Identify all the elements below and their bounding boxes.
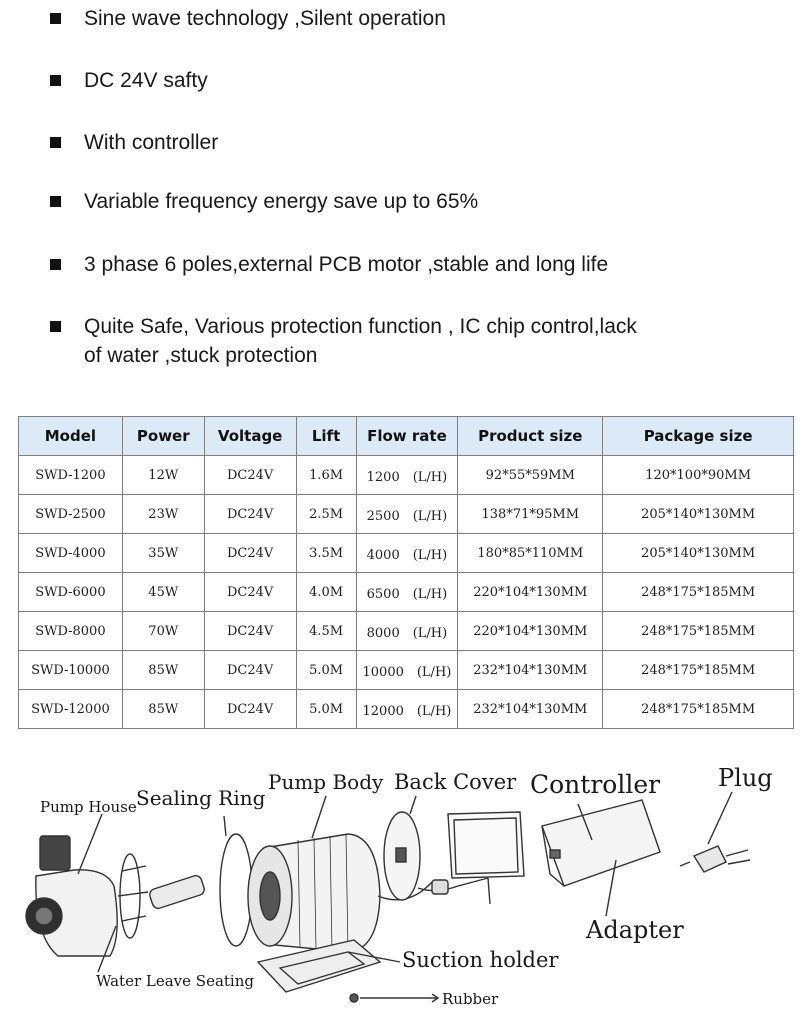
table-cell: 248*175*185MM xyxy=(603,612,794,651)
feature-text: Sine wave technology ,Silent operation xyxy=(84,7,446,30)
table-cell: 85W xyxy=(122,690,204,729)
bullet-square-icon xyxy=(50,259,61,270)
table-cell: 2.5M xyxy=(296,495,356,534)
column-header: Flow rate xyxy=(356,417,458,456)
table-cell: 1200 (L/H) xyxy=(356,456,458,495)
label-water-leave-seating: Water Leave Seating xyxy=(96,972,254,990)
table-cell: 3.5M xyxy=(296,534,356,573)
table-cell: DC24V xyxy=(204,573,296,612)
bullet-square-icon xyxy=(50,13,61,24)
table-cell: DC24V xyxy=(204,612,296,651)
feature-text: Quite Safe, Various protection function , IC chip control,lack of water ,stuck protection xyxy=(84,315,637,367)
table-cell: SWD-1200 xyxy=(19,456,123,495)
table-cell: 248*175*185MM xyxy=(603,573,794,612)
table-row xyxy=(19,495,794,534)
table-header-row xyxy=(19,417,794,456)
bullet-square-icon xyxy=(50,75,61,86)
table-cell: SWD-8000 xyxy=(19,612,123,651)
bullet-square-icon xyxy=(50,137,61,148)
table-cell: DC24V xyxy=(204,690,296,729)
feature-text: With controller xyxy=(84,131,219,154)
table-cell: 35W xyxy=(122,534,204,573)
table-cell: 1.6M xyxy=(296,456,356,495)
sealing-ring-drawing xyxy=(220,816,252,946)
table-cell: 92*55*59MM xyxy=(458,456,603,495)
table-cell: 5.0M xyxy=(296,690,356,729)
label-suction-holder: Suction holder xyxy=(402,948,559,972)
label-back-cover: Back Cover xyxy=(394,770,517,794)
table-row xyxy=(19,690,794,729)
column-header: Package size xyxy=(603,417,794,456)
table-cell: 232*104*130MM xyxy=(458,690,603,729)
table-cell: 180*85*110MM xyxy=(458,534,603,573)
table-cell: 12W xyxy=(122,456,204,495)
label-adapter: Adapter xyxy=(586,916,684,944)
feature-text: 3 phase 6 poles,external PCB motor ,stable and long life xyxy=(84,253,609,276)
table-cell: 4000 (L/H) xyxy=(356,534,458,573)
table-row xyxy=(19,534,794,573)
table-cell: SWD-4000 xyxy=(19,534,123,573)
table-cell: SWD-6000 xyxy=(19,573,123,612)
table-cell: 12000 (L/H) xyxy=(356,690,458,729)
table-cell: DC24V xyxy=(204,534,296,573)
column-header: Product size xyxy=(458,417,603,456)
table-cell: 205*140*130MM xyxy=(603,534,794,573)
pump-house-drawing xyxy=(26,814,117,956)
table-row xyxy=(19,612,794,651)
table-cell: 248*175*185MM xyxy=(603,690,794,729)
table-cell: 85W xyxy=(122,651,204,690)
table-cell: 220*104*130MM xyxy=(458,612,603,651)
bullet-square-icon xyxy=(50,196,61,207)
table-cell: 10000 (L/H) xyxy=(356,651,458,690)
plug-drawing xyxy=(680,792,750,872)
label-plug: Plug xyxy=(718,764,773,792)
table-cell: 8000 (L/H) xyxy=(356,612,458,651)
adapter-drawing xyxy=(542,800,660,916)
column-header: Model xyxy=(19,417,123,456)
column-header: Voltage xyxy=(204,417,296,456)
bullet-square-icon xyxy=(50,321,61,332)
table-cell: 205*140*130MM xyxy=(603,495,794,534)
table-cell: 138*71*95MM xyxy=(458,495,603,534)
label-controller: Controller xyxy=(530,770,661,799)
table-cell: 220*104*130MM xyxy=(458,573,603,612)
table-cell: 4.5M xyxy=(296,612,356,651)
table-cell: 248*175*185MM xyxy=(603,651,794,690)
table-cell: DC24V xyxy=(204,651,296,690)
table-row xyxy=(19,573,794,612)
column-header: Power xyxy=(122,417,204,456)
feature-text: Variable frequency energy save up to 65% xyxy=(84,190,479,213)
feature-text: DC 24V safty xyxy=(84,69,208,92)
spec-table xyxy=(18,416,794,729)
table-cell: 6500 (L/H) xyxy=(356,573,458,612)
table-cell: 120*100*90MM xyxy=(603,456,794,495)
table-cell: 70W xyxy=(122,612,204,651)
table-cell: 232*104*130MM xyxy=(458,651,603,690)
table-cell: 5.0M xyxy=(296,651,356,690)
label-rubber: Rubber xyxy=(442,990,499,1008)
table-cell: 2500 (L/H) xyxy=(356,495,458,534)
controller-drawing xyxy=(448,812,524,904)
table-cell: SWD-2500 xyxy=(19,495,123,534)
table-cell: 23W xyxy=(122,495,204,534)
table-row xyxy=(19,651,794,690)
label-pump-house: Pump House xyxy=(40,798,137,816)
column-header: Lift xyxy=(296,417,356,456)
label-pump-body: Pump Body xyxy=(268,770,384,794)
table-cell: DC24V xyxy=(204,495,296,534)
table-cell: 45W xyxy=(122,573,204,612)
table-cell: SWD-12000 xyxy=(19,690,123,729)
table-row xyxy=(19,456,794,495)
exploded-parts-diagram xyxy=(18,756,794,1020)
table-cell: SWD-10000 xyxy=(19,651,123,690)
table-cell: DC24V xyxy=(204,456,296,495)
label-sealing-ring: Sealing Ring xyxy=(136,786,266,810)
table-cell: 4.0M xyxy=(296,573,356,612)
